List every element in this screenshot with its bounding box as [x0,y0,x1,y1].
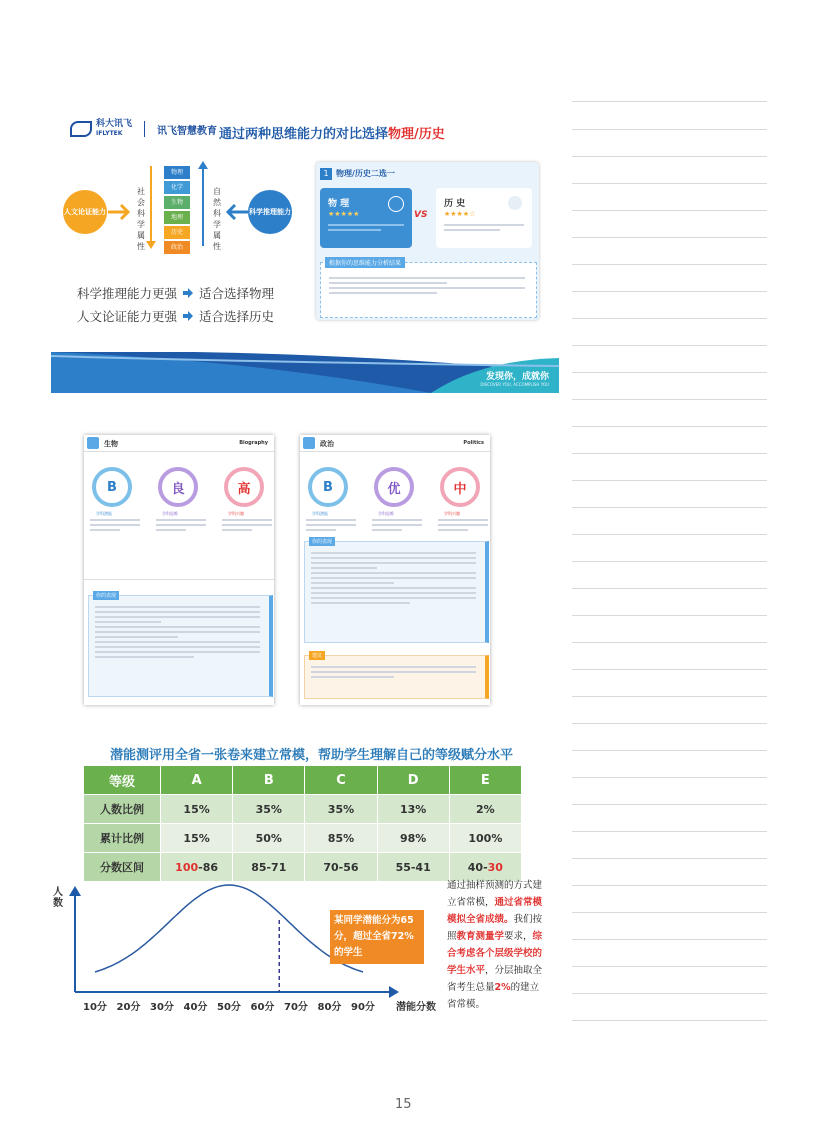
history-desc [444,224,524,234]
x-tick-label: 40分 [183,1002,208,1013]
blue-axis [202,166,204,246]
note-line [572,642,767,643]
x-axis-arrow-icon [389,986,399,998]
report-subject: 生物 [104,440,118,448]
report-subject-en: Biography [239,440,268,446]
note-line [572,534,767,535]
desc-text: ，分层抽取全省考生总量 [447,965,543,993]
table-row [84,795,522,824]
note-line [572,939,767,940]
history-label: 历 史 [444,199,466,209]
note-line [572,561,767,562]
range-high: 30 [487,860,503,874]
atom-icon [388,196,404,212]
page-number: 15 [395,1097,412,1112]
note-line [572,318,767,319]
table-cell: 70-56 [305,853,377,882]
table-cell: 35% [305,795,377,824]
subject-physics: 物理 [164,166,190,179]
gauge-label: 学科潜能 [96,511,112,516]
x-tick-label: 10分 [83,1002,107,1013]
table-row [84,824,522,853]
gauge-desc [372,519,422,534]
physics-stars: ★★★★★ [328,210,360,218]
logo-divider [144,121,145,137]
selection-card [316,162,539,320]
desc-text: 我们按照 [447,914,543,942]
banner-slogan-en: DISCOVER YOU, ACCOMPLISH YOU [480,382,549,387]
report-page-politics [300,435,490,705]
logo-text: 科大讯飞 [96,119,133,129]
title-prefix: 通过两种思维能力的对比选择 [219,127,389,142]
range-low: 40- [467,860,488,874]
history-stars: ★★★★☆ [444,210,476,218]
desc-emphasis: 2% [494,982,511,993]
arrow-right-icon [106,200,132,224]
note-line [572,1020,767,1021]
note-line [572,696,767,697]
note-line [572,183,767,184]
suggestion-label: 建议 [309,651,325,660]
note-line [572,210,767,211]
range-high: 100 [175,860,199,874]
gauge-desc [438,519,488,534]
potential-gauge: B [308,467,348,507]
suggestion-box [304,655,489,699]
science-circle [248,190,292,234]
interest-gauge: 中 [440,467,480,507]
row-label: 累计比例 [84,824,161,853]
gauge-label: 学科兴趣 [444,511,460,516]
science-label: 科学推理能力 [249,208,291,216]
title-highlight: 物理/历史 [388,127,445,142]
flag-icon [508,196,522,210]
note-line [572,264,767,265]
arrow-left-icon [224,200,250,224]
gauge-desc [90,519,140,534]
comparison-left: 科学推理能力更强 [77,286,178,301]
note-line [572,966,767,967]
suggestion-text [311,666,476,681]
performance-text [311,552,476,607]
report-page-biology [84,435,274,705]
comparison-right: 适合选择物理 [199,286,275,301]
x-tick-label: 70分 [284,1002,308,1013]
performance-label: 你的表现 [309,537,335,546]
x-tick-label: 50分 [217,1002,241,1013]
orange-axis [150,166,152,246]
note-line [572,399,767,400]
table-title: 潜能测评用全省一张卷来建立常模，帮助学生理解自己的等级赋分水平 [110,748,514,763]
report-header [84,435,274,452]
note-line [572,101,767,102]
note-line [572,480,767,481]
score-annotation: 某同学潜能分为65分，超过全省72%的学生 [330,910,424,964]
note-line [572,777,767,778]
desc-text: 通过抽样预测的方式建立省常模， [447,880,543,908]
x-tick-label: 80分 [317,1002,342,1013]
note-line [572,885,767,886]
performance-box [304,541,489,643]
row-label: 分数区间 [84,853,161,882]
result-label: 根据你的思维能力分析结果 [325,257,405,268]
table-cell: 50% [233,824,305,853]
social-science-vertical: 社会科学属性 [137,187,145,251]
header-cell: B [233,766,305,795]
note-line [572,129,767,130]
performance-text [95,606,260,661]
gauge-label: 学科思维 [378,511,394,516]
distribution-curve [95,885,363,972]
desc-text: 的建立省常模。 [447,982,540,1010]
note-line [572,588,767,589]
table-cell: 55-41 [377,853,449,882]
humanities-label: 人文论证能力 [64,208,106,216]
gauge-label: 学科潜能 [312,511,328,516]
interest-gauge: 高 [224,467,264,507]
y-axis-arrow-icon [69,886,81,896]
iflytek-logo [70,120,217,138]
down-arrow-icon [145,240,157,250]
potential-gauge: B [92,467,132,507]
note-line [572,723,767,724]
table-cell [161,853,233,882]
subject-biology: 生物 [164,196,190,209]
header-cell: E [449,766,521,795]
card-number: 1 [320,168,332,180]
thinking-gauge: 良 [158,467,198,507]
x-axis-label: 潜能分数 [396,1002,436,1013]
range-low: -86 [198,860,219,874]
slide-banner [51,352,559,393]
table-cell: 13% [377,795,449,824]
x-tick-label: 90分 [351,1002,375,1013]
note-line [572,615,767,616]
desc-emphasis: 通过省常模模拟全省成绩。 [447,897,543,925]
subject-geography: 地理 [164,211,190,224]
report-subject: 政治 [320,440,334,448]
note-line [572,669,767,670]
table-cell: 2% [449,795,521,824]
logo-wordmark [96,120,132,138]
comparison-left: 人文论证能力更强 [77,309,178,324]
physics-card [320,188,412,248]
report-subject-en: Politics [463,440,484,446]
table-cell: 85-71 [233,853,305,882]
header-cell: 等级 [84,766,161,795]
card-header: 物理/历史二选一 [336,169,395,178]
desc-emphasis: 综合考虑各个层级学校的学生水平 [447,931,543,976]
performance-label: 你的表现 [93,591,119,600]
note-line [572,993,767,994]
note-line [572,804,767,805]
comparison-line-2 [77,307,274,325]
note-line [572,426,767,427]
result-box [320,262,537,318]
logo-mark-icon [70,121,92,137]
comparison-right: 适合选择历史 [199,309,275,324]
header-cell: C [305,766,377,795]
note-line [572,156,767,157]
thinking-gauge: 优 [374,467,414,507]
note-line [572,372,767,373]
history-card [436,188,532,248]
note-line [572,912,767,913]
performance-box [88,595,273,697]
banner-slogan: 发现你，成就你 [485,372,549,382]
x-tick-label: 30分 [150,1002,174,1013]
table-header-row [84,766,522,795]
y-axis-label: 人数 [53,887,63,909]
side-description [447,877,547,1013]
table-cell: 98% [377,824,449,853]
x-tick-label: 60分 [250,1002,275,1013]
vs-label: VS [414,210,428,220]
table-cell: 100% [449,824,521,853]
subject-stack [164,166,190,256]
x-tick-label: 20分 [116,1002,141,1013]
divider [84,579,274,580]
gauge-desc [306,519,356,534]
grade-table [83,765,522,882]
result-text [329,277,525,297]
gauge-desc [156,519,206,534]
gauge-label: 学科兴趣 [228,511,244,516]
note-line [572,750,767,751]
header-cell: D [377,766,449,795]
logo-sub: IFLYTEK [96,130,123,137]
note-line [572,831,767,832]
note-line [572,453,767,454]
note-line [572,345,767,346]
blue-arrow-icon [182,311,194,321]
note-line [572,291,767,292]
comparison-line-1 [77,284,274,302]
subject-politics: 政治 [164,241,190,254]
row-label: 人数比例 [84,795,161,824]
logo-brand: 讯飞智慧教育 [157,125,218,137]
desc-text: 要求， [504,931,533,942]
scale-icon [303,437,315,449]
header-cell: A [161,766,233,795]
up-arrow-icon [197,160,209,170]
table-cell: 85% [305,824,377,853]
desc-emphasis: 教育测量学 [456,931,505,942]
table-cell: 15% [161,824,233,853]
dna-icon [87,437,99,449]
gauge-desc [222,519,272,534]
physics-desc [328,224,404,234]
physics-label: 物 理 [328,199,350,209]
gauge-label: 学科思维 [162,511,178,516]
note-line [572,858,767,859]
subject-chemistry: 化学 [164,181,190,194]
natural-science-vertical: 自然科学属性 [213,187,221,251]
report-header [300,435,490,452]
note-line [572,237,767,238]
subject-history: 历史 [164,226,190,239]
note-line [572,507,767,508]
slide1-title [219,123,445,142]
humanities-circle [63,190,107,234]
table-cell: 15% [161,795,233,824]
blue-arrow-icon [182,288,194,298]
table-cell: 35% [233,795,305,824]
